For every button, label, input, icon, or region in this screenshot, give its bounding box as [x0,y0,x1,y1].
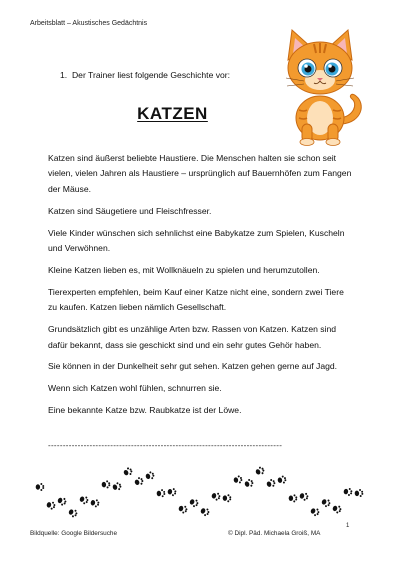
separator-line: ------------------------------------------------------------------------------- [48,441,283,450]
copyright: © Dipl. Päd. Michaela Groiß, MA [228,530,321,537]
cat-illustration-icon [270,26,370,146]
instruction-number: 1. [60,70,68,80]
instruction [60,70,230,80]
story-text [48,151,353,425]
image-source: Bildquelle: Google Bildersuche [30,530,118,537]
instruction-text: Der Trainer liest folgende Geschichte vor: [71,70,231,80]
story-paragraph: Katzen sind äußerst beliebte Haustiere. Die Menschen halten sie schon seit vielen, vielen Jahren als Haustiere – ursprünglich auf Bauernhöfen zum Fangen der Mäuse. [48,153,352,194]
story-paragraph: Kleine Katzen lieben es, mit Wollknäueln zu spielen und herumzutollen. [48,264,320,275]
paw-prints-icon [28,458,373,526]
story-paragraph: Sie können in der Dunkelheit sehr gut sehen. Katzen gehen gerne auf Jagd. [48,361,338,372]
story-paragraph: Viele Kinder wünschen sich sehnlichst eine Babykatze zum Spielen, Kuscheln und Verwöhnen. [48,227,345,254]
story-paragraph: Tierexperten empfehlen, beim Kauf einer Katze nicht eine, sondern zwei Tiere zu kaufen. Katzen lieben nämlich Gesellschaft. [48,286,344,313]
story-paragraph: Eine bekannte Katze bzw. Raubkatze ist der Löwe. [48,405,242,416]
page-number: 1 [346,523,350,529]
page-header: Arbeitsblatt – Akustisches Gedächtnis [30,20,148,27]
story-paragraph: Katzen sind Säugetiere und Fleischfresser. [48,205,212,216]
story-paragraph: Grundsätzlich gibt es unzählige Arten bzw. Rassen von Katzen. Katzen sind dafür bekannt, dass sie geschickt sind und ein sehr gutes Gehör haben. [48,324,337,350]
story-title: KATZEN [137,104,208,123]
story-paragraph: Wenn sich Katzen wohl fühlen, schnurren sie. [48,383,222,394]
